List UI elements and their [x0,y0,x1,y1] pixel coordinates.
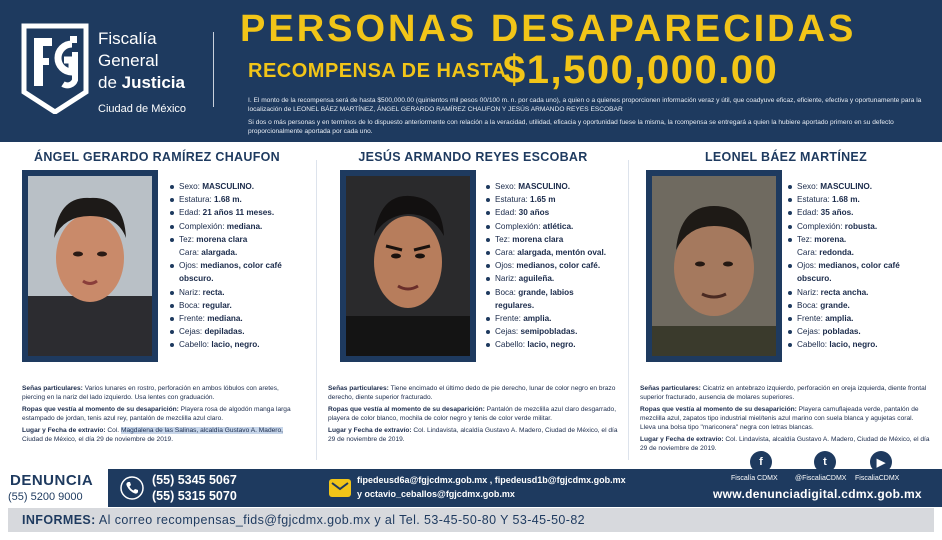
attribute-value: MASCULINO. [820,182,873,191]
person-details [328,384,618,447]
logo-line3-prefix: de [98,73,122,92]
contact-bar [0,456,942,507]
attribute-key: Tez: [495,234,513,244]
attribute-key: Ojos: [495,261,517,271]
person-details [22,384,302,447]
lugar-text-post: Ciudad de México, el día 29 de noviembre de 2019. [22,436,174,443]
attribute-item [170,233,282,246]
lugar-text-pre: Col. [107,427,121,434]
attribute-value: lacio, negro. [211,340,260,350]
attribute-value: MASCULINO. [202,182,255,191]
attribute-item [486,299,606,312]
attribute-key: Cabello: [179,340,212,350]
logo-line2: General [98,51,159,70]
ropa-text: Playera rosa de algodón manga larga estampado de jordan, tenis azul rey, pantalón de mezclilla azul claro. [22,406,291,422]
attribute-value: robusta. [844,221,878,231]
senas-label: Señas particulares: [640,385,701,392]
attribute-item [788,180,900,193]
contact-emails-2[interactable]: y octavio_ceballos@fgjcdmx.gob.mx [357,489,515,499]
attribute-item [170,338,282,351]
senas-text: Tiene encimado el último dedo de pie derecho, lunar de color negro en brazo derecho, diente superior fracturado. [328,385,616,401]
attribute-value: 21 años 11 meses. [202,208,275,218]
attribute-value: pobladas. [822,327,861,337]
attribute-key: Complexión: [495,221,543,231]
attribute-value: morena. [814,234,847,244]
informes-pre: Al correo [95,513,157,527]
lugar-label: Lugar y Fecha de extravío: [328,427,412,434]
attribute-key: Cara: [179,248,202,258]
attribute-key: Cejas: [797,327,823,337]
attribute-key: Frente: [179,314,208,324]
attribute-item [170,206,282,219]
attribute-value: obscuro. [179,274,214,284]
legal-text-2: Si dos o más personas y en terminos de lo dispuesto anteriormente con relación a la veracidad, utilidad, eficacia y oportunidad fuese la misma, la rcompensa se entregará a quien la hubiere aportado primero en su defecto proporcionalmente aportada por cada uno. [248,119,894,135]
attribute-key: Boca: [179,300,203,310]
attribute-item [788,286,900,299]
attribute-key: Nariz: [179,287,203,297]
attribute-value: 1.68 m. [832,195,860,205]
attribute-key: Cara: [797,248,820,258]
attribute-value: alargada. [201,248,238,258]
reward-label: RECOMPENSA DE HASTA [248,60,507,82]
attribute-value: MASCULINO. [518,182,571,191]
attribute-value: redonda. [819,248,854,258]
logo-city: Ciudad de México [98,103,187,115]
attribute-key: Ojos: [797,261,819,271]
attribute-item [486,338,606,351]
senas-text: Varios lunares en rostro, perforación en ambos lóbulos con aretes, piercing en la nariz del lado izquierdo. Usa lentes con graduación. [22,385,279,401]
lugar-text: Col. Lindavista, alcaldía Gustavo A. Madero, Ciudad de México, el día 29 de noviembre de 2019. [328,427,618,443]
person-photo [28,176,152,356]
attribute-item [788,206,900,219]
page-title: PERSONAS DESAPARECIDAS [240,8,857,50]
attribute-item [788,338,900,351]
logo-wordmark [98,28,186,116]
attribute-value: 35 años. [820,208,854,218]
attribute-value: obscuro. [797,274,832,284]
attribute-key: Estatura: [179,195,215,205]
attribute-item [170,246,282,259]
attribute-key: Cejas: [495,327,521,337]
attribute-value: 1.65 m [530,195,556,205]
person-card [318,142,628,469]
lugar-text-highlight: Magdalena de las Salinas, alcaldía Gustavo A. Madero, [120,427,283,434]
denuncia-phone[interactable]: (55) 5200 9000 [8,491,83,503]
attribute-key: Boca: [797,300,821,310]
attribute-item [788,312,900,325]
attribute-item [486,286,606,299]
attribute-value: aguileña. [518,274,555,284]
card-divider [316,160,317,460]
youtube-icon[interactable]: ▶ [870,451,892,473]
attribute-value: regulares. [495,300,535,310]
attribute-value: regular. [202,300,232,310]
attribute-item [788,246,900,259]
lugar-text: Col. Lindavista, alcaldía Gustavo A. Madero, Ciudad de México, el día 29 de noviembre de 2019. [640,436,930,452]
attribute-key: Edad: [797,208,821,218]
attribute-value: 1.68 m. [214,195,242,205]
person-photo-frame [340,170,476,362]
attribute-item [486,272,606,285]
attribute-value: depiladas. [204,327,245,337]
attribute-item [170,272,282,285]
attribute-value: alargada, mentón oval. [517,248,607,258]
attribute-item [486,220,606,233]
attribute-value: morena clara [196,234,248,244]
attribute-item [788,299,900,312]
attribute-value: amplia. [523,314,552,324]
attribute-item [788,272,900,285]
attribute-value: medianos, color café. [516,261,601,271]
attribute-item [170,180,282,193]
person-attributes [788,180,900,352]
phone-icon [120,476,144,500]
fgj-logo [14,22,224,122]
attribute-value: morena clara [512,234,564,244]
ropa-text: Pantalón de mezclilla azul claro desgarrado, playera de color blanco, mochila de color negro y tenis de color verde militar. [328,406,617,422]
denuncia-box [0,469,108,507]
attribute-key: Frente: [495,314,524,324]
attribute-value: mediana. [226,221,263,231]
attribute-key: Tez: [179,234,197,244]
ropa-label: Ropas que vestía al momento de su desaparición: [328,406,485,413]
person-photo-frame [646,170,782,362]
attribute-value: atlética. [542,221,574,231]
attribute-key: Estatura: [797,195,833,205]
person-card [630,142,942,469]
person-attributes [170,180,282,352]
attribute-item [170,193,282,206]
attribute-value: medianos, color café [818,261,900,271]
twitter-icon[interactable]: t [814,451,836,473]
attribute-key: Sexo: [179,182,203,191]
attribute-item [486,193,606,206]
person-name: JESÚS ARMANDO REYES ESCOBAR [358,150,588,164]
attribute-key: Sexo: [797,182,821,191]
attribute-value: lacio, negro. [527,340,576,350]
attribute-key: Edad: [495,208,519,218]
header-divider [213,32,214,107]
attribute-item [170,220,282,233]
logo-line1: Fiscalía [98,29,157,48]
informes-bar [8,508,934,532]
contact-phone-2[interactable]: (55) 5315 5070 [152,489,237,503]
attribute-value: grande, labios [518,287,574,297]
attribute-value: mediana. [207,314,243,324]
attribute-item [788,259,900,272]
attribute-key: Nariz: [797,287,821,297]
attribute-key: Cara: [495,248,518,258]
attribute-key: Sexo: [495,182,519,191]
lugar-label: Lugar y Fecha de extravío: [22,427,106,434]
youtube-label[interactable]: FiscaliaCDMX [855,475,900,482]
person-name: ÁNGEL GERARDO RAMÍREZ CHAUFON [34,150,280,164]
header-banner [0,0,942,142]
attribute-item [788,220,900,233]
attribute-item [486,246,606,259]
attribute-value: recta ancha. [820,287,869,297]
senas-label: Señas particulares: [328,385,389,392]
attribute-item [170,325,282,338]
person-card [0,142,314,469]
informes-mid: y al Tel. [370,513,424,527]
person-photo [346,176,470,356]
contact-emails-1[interactable]: fipedeusd6a@fgjcdmx.gob.mx , fipedeusd1b@fgjcdmx.gob.mx [357,475,626,485]
person-photo-frame [22,170,158,362]
person-attributes [486,180,606,352]
informes-label: INFORMES: [22,513,96,527]
facebook-label[interactable]: Fiscalía CDMX [731,475,778,482]
attribute-key: Cabello: [495,340,528,350]
reward-amount: $1,500,000.00 [503,48,779,92]
fgj-logo-icon [20,22,90,114]
attribute-key: Cejas: [179,327,205,337]
senas-text: Cicatriz en antebrazo izquierdo, perforación en oreja izquierda, diente frontal superior fracturado, ausencia de molares superiores. [640,385,927,401]
person-photo [652,176,776,356]
attribute-value: 30 años [518,208,550,218]
attribute-key: Complexión: [179,221,227,231]
ropa-text: Playera camuflajeada verde, pantalón de mezclilla azul, zapatos tipo industrial miel/tenis azul marino con suela blanca y agujetas coral. Lleva una bolsa tipo "mariconera" negra con letras blancas. [640,406,919,431]
card-divider [628,160,629,460]
contact-phone-1[interactable]: (55) 5345 5067 [152,473,237,487]
attribute-item [788,193,900,206]
attribute-value: medianos, color café [200,261,282,271]
attribute-value: lacio, negro. [829,340,878,350]
attribute-item [486,312,606,325]
attribute-item [486,259,606,272]
attribute-item [788,233,900,246]
attribute-value: grande. [820,300,850,310]
facebook-icon[interactable]: f [750,451,772,473]
attribute-key: Tez: [797,234,815,244]
attribute-key: Frente: [797,314,826,324]
logo-line3-strong: Justicia [121,73,185,92]
attribute-key: Boca: [495,287,519,297]
twitter-label[interactable]: @FiscaliaCDMX [795,475,847,482]
mail-icon [328,477,352,499]
person-details [640,384,930,456]
attribute-key: Nariz: [495,274,519,284]
attribute-key: Edad: [179,208,203,218]
attribute-key: Complexión: [797,221,845,231]
attribute-item [170,259,282,272]
attribute-item [788,325,900,338]
ropa-label: Ropas que vestía al momento de su desaparición: [22,406,179,413]
attribute-value: semipobladas. [520,327,578,337]
lugar-label: Lugar y Fecha de extravío: [640,436,724,443]
informes-email[interactable]: recompensas_fids@fgjcdmx.gob.mx [156,513,371,527]
attribute-key: Estatura: [495,195,531,205]
attribute-value: recta. [202,287,225,297]
attribute-item [170,299,282,312]
attribute-item [170,286,282,299]
attribute-item [486,325,606,338]
denuncia-label: DENUNCIA [10,472,94,489]
ropa-label: Ropas que vestía al momento de su desaparición: [640,406,797,413]
informes-phones[interactable]: 53-45-50-80 Y 53-45-50-82 [424,513,586,527]
attribute-item [486,233,606,246]
attribute-item [486,206,606,219]
website-link[interactable]: www.denunciadigital.cdmx.gob.mx [713,487,922,501]
attribute-key: Ojos: [179,261,201,271]
legal-text-1: I. El monto de la recompensa será de hasta $500,000.00 (quinientos mil pesos 00/100 m. n. por cada uno), a quien o a quienes proporcionen información veraz y útil, que coadyuve eficaz, eficiente, efectiva y oportunamente para la localización de LEONEL BÁEZ MARTÍNEZ, ÁNGEL GERARDO RAMÍREZ CHAUFON Y JESÚS ARMANDO REYES ESCOBAR [248,97,922,113]
attribute-item [486,180,606,193]
attribute-item [170,312,282,325]
senas-label: Señas particulares: [22,385,83,392]
attribute-value: amplia. [825,314,854,324]
person-name: LEONEL BÁEZ MARTÍNEZ [704,150,868,164]
attribute-key: Cabello: [797,340,830,350]
